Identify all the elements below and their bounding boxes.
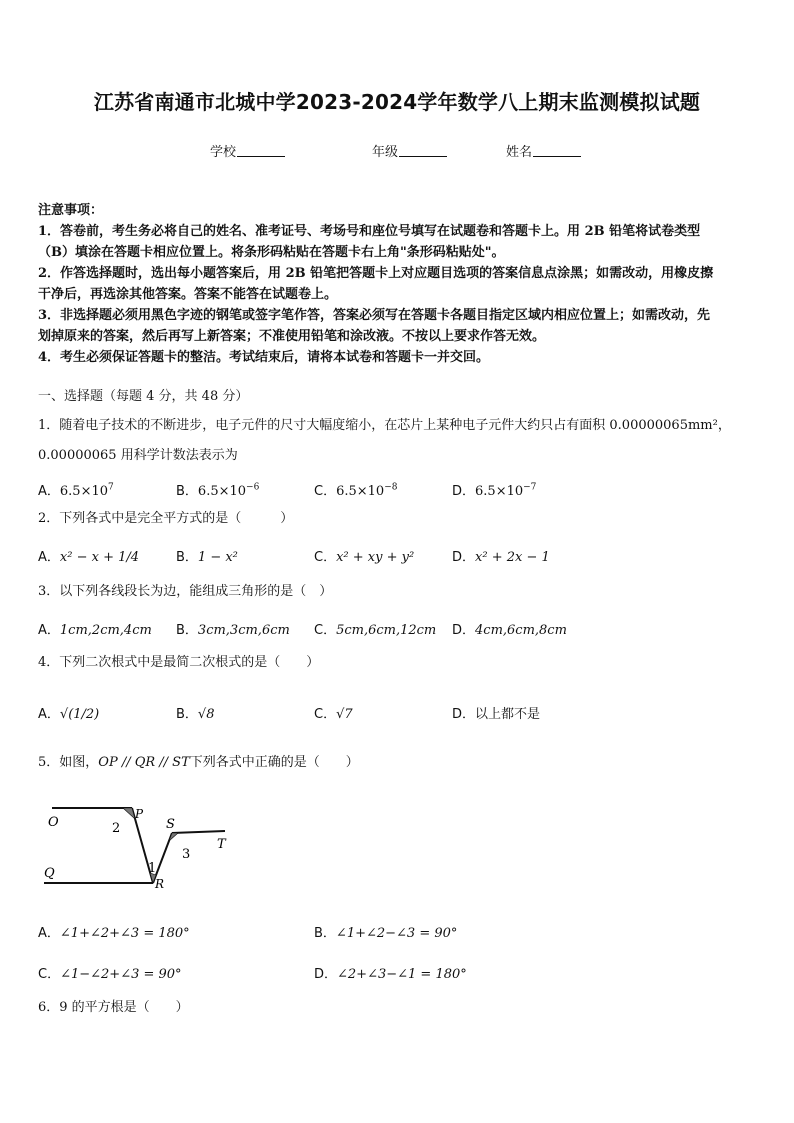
school-field[interactable] <box>210 141 285 160</box>
q5-option-a[interactable]: A．∠1+∠2+∠3 = 180° <box>38 926 190 941</box>
label-angle-3: 3 <box>182 847 191 862</box>
label-r: R <box>155 877 165 891</box>
q5-option-b[interactable]: B．∠1+∠2−∠3 = 90° <box>314 926 458 941</box>
notice-line: （B）填涂在答题卡相应位置上。将条形码粘贴在答题卡右上角"条形码粘贴处"。 <box>38 245 505 260</box>
label-s: S <box>166 817 175 832</box>
q3-option-a[interactable]: A．1cm,2cm,4cm <box>38 623 152 638</box>
label-angle-2: 2 <box>112 821 121 836</box>
question-5-stem: 5．如图，OP // QR // ST下列各式中正确的是（ ） <box>38 755 359 770</box>
q2-option-a[interactable]: A．x² − x + 1/4 <box>38 550 140 565</box>
notice-line: 干净后，再选涂其他答案。答案不能答在试题卷上。 <box>38 287 338 302</box>
notice-line: 4．考生必须保证答题卡的整洁。考试结束后，请将本试卷和答题卡一并交回。 <box>38 350 490 365</box>
q2-option-d[interactable]: D．x² + 2x − 1 <box>452 550 550 565</box>
grade-label: 年级 <box>372 145 399 160</box>
notice-line: 3．非选择题必须用黑色字迹的钢笔或签字笔作答，答案必须写在答题卡各题目指定区域内相应位置上；如需改动，先 <box>38 308 711 323</box>
grade-field[interactable] <box>372 141 447 160</box>
q5-option-c[interactable]: C．∠1−∠2+∠3 = 90° <box>38 967 182 982</box>
notice-line: 1．答卷前，考生务必将自己的姓名、准考证号、考场号和座位号填写在试题卷和答题卡上。用 2B 铅笔将试卷类型 <box>38 224 701 239</box>
question-3-stem: 3．以下列各线段长为边，能组成三角形的是（ ） <box>38 584 333 599</box>
page-title: 江苏省南通市北城中学2023-2024学年数学八上期末监测模拟试题 <box>93 90 701 114</box>
q4-option-a[interactable]: A．√(1/2) <box>38 707 100 722</box>
parallel-lines-figure <box>40 800 240 892</box>
notice-line: 划掉原来的答案，然后再写上新答案；不准使用铅笔和涂改液。不按以上要求作答无效。 <box>38 329 546 344</box>
label-o: O <box>48 815 59 830</box>
q1-option-a[interactable]: A．$6.5\times 10^7$ <box>38 482 114 499</box>
label-angle-1: 1 <box>148 861 157 876</box>
name-blank[interactable] <box>533 144 581 157</box>
q4-option-b[interactable]: B．√8 <box>176 707 215 722</box>
q5-option-d[interactable]: D．∠2+∠3−∠1 = 180° <box>314 967 467 982</box>
q3-option-c[interactable]: C．5cm,6cm,12cm <box>314 623 437 638</box>
angle-3-mark <box>169 833 178 841</box>
school-label: 学校 <box>210 145 237 160</box>
question-6-stem: 6．9 的平方根是（ ） <box>38 1000 189 1015</box>
q3-option-d[interactable]: D．4cm,6cm,8cm <box>452 623 567 638</box>
q3-option-b[interactable]: B．3cm,3cm,6cm <box>176 623 290 638</box>
question-4-stem: 4．下列二次根式中是最简二次根式的是（ ） <box>38 655 320 670</box>
question-2-stem: 2．下列各式中是完全平方式的是（ ） <box>38 511 294 526</box>
label-q: Q <box>44 866 55 881</box>
name-label: 姓名 <box>506 145 533 160</box>
line-st <box>172 831 225 833</box>
q4-option-c[interactable]: C．√7 <box>314 707 353 722</box>
grade-blank[interactable] <box>399 144 447 157</box>
q1-option-b[interactable]: B．$6.5\times 10^{-6}$ <box>176 482 260 499</box>
label-t: T <box>217 837 226 852</box>
q1-option-d[interactable]: D．$6.5\times 10^{-7}$ <box>452 482 537 499</box>
question-1-line2: 0.00000065 用科学计数法表示为 <box>38 448 238 463</box>
name-field[interactable] <box>506 141 581 160</box>
notice-heading: 注意事项： <box>38 203 104 218</box>
label-p: P <box>135 807 144 821</box>
section-heading: 一、选择题（每题 4 分，共 48 分） <box>38 389 249 404</box>
notice-line: 2．作答选择题时，选出每小题答案后，用 2B 铅笔把答题卡上对应题目选项的答案信息点涂黑；如需改动，用橡皮擦 <box>38 266 714 281</box>
q2-option-c[interactable]: C．x² + xy + y² <box>314 550 415 565</box>
school-blank[interactable] <box>237 144 285 157</box>
q2-option-b[interactable]: B．1 − x² <box>176 550 238 565</box>
question-1-line1: 1．随着电子技术的不断进步，电子元件的尺寸大幅度缩小，在芯片上某种电子元件大约只占有面积 0.00000065mm²， <box>38 418 731 433</box>
q1-option-c[interactable]: C．$6.5\times 10^{-8}$ <box>314 482 398 499</box>
q4-option-d[interactable]: D．以上都不是 <box>452 707 541 722</box>
